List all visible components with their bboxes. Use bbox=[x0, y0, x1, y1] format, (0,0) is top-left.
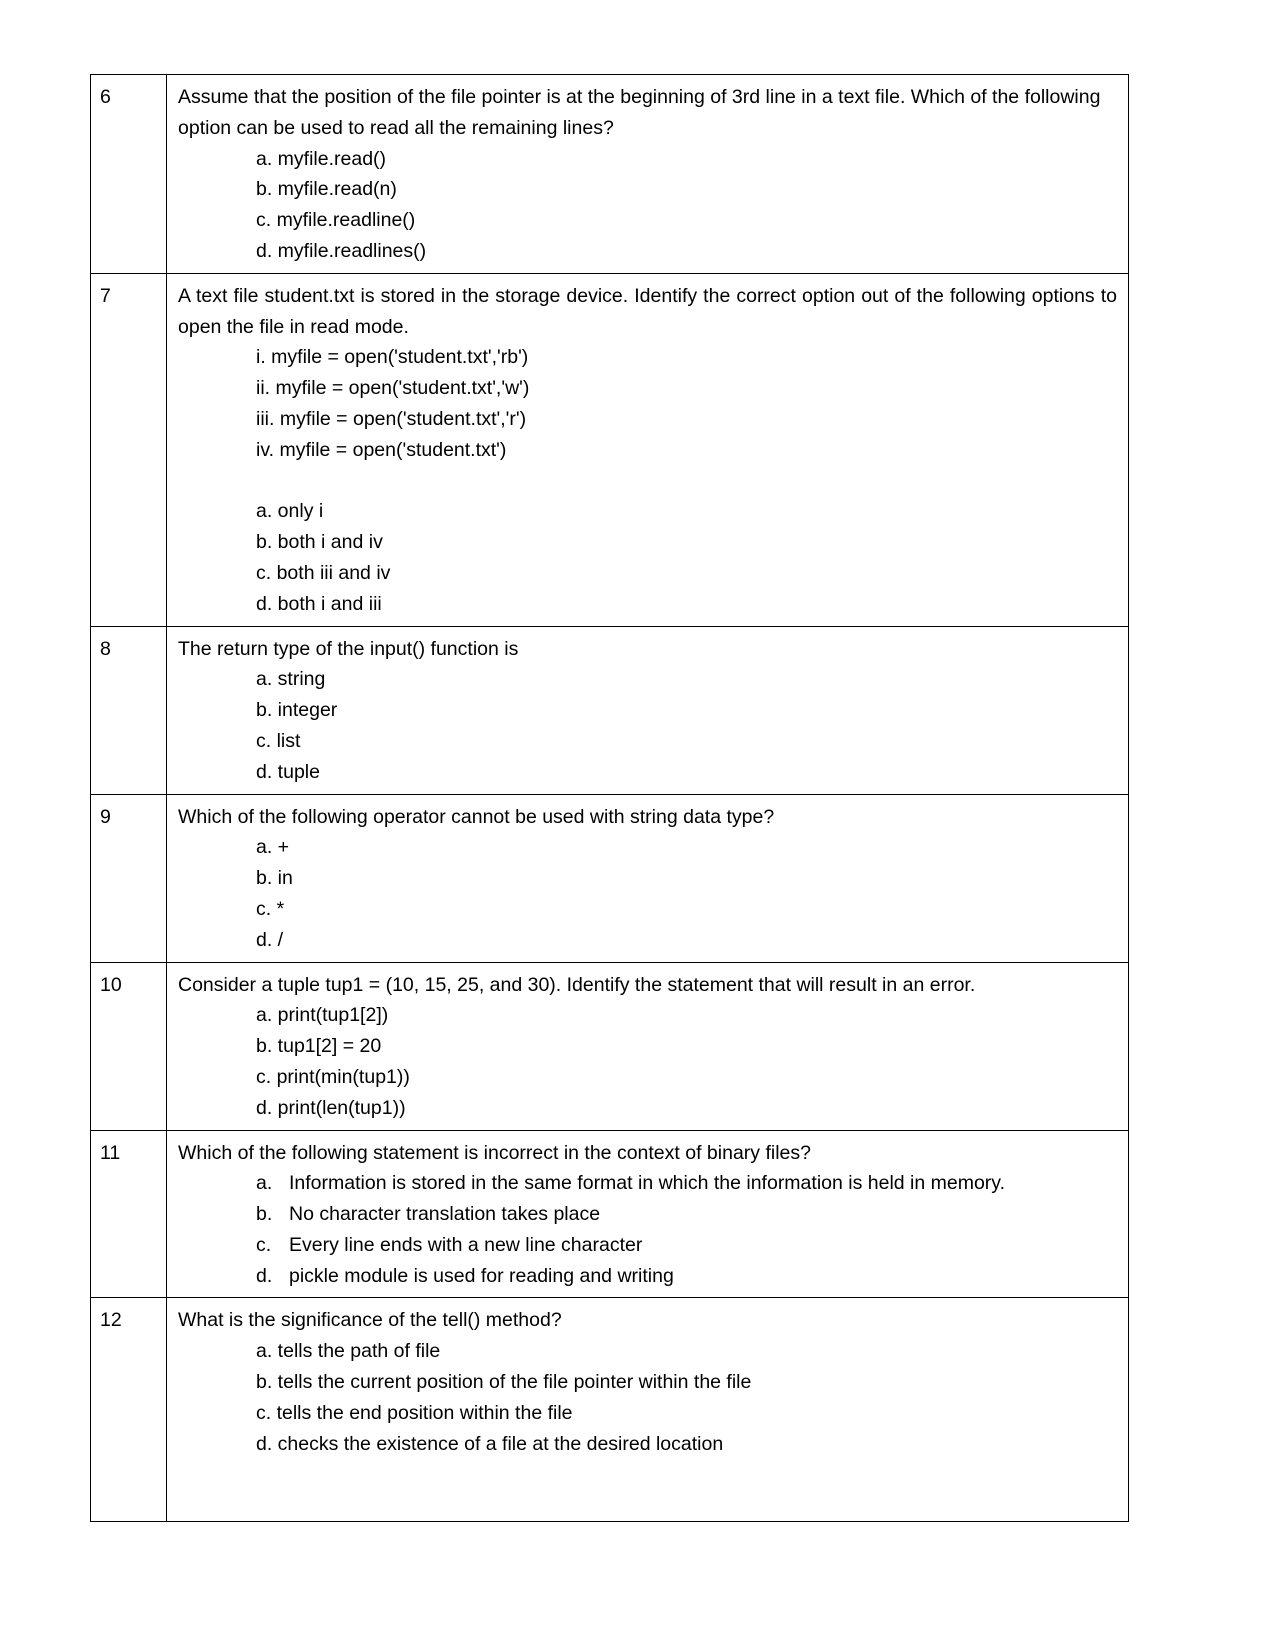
question-body-cell bbox=[167, 962, 1129, 1130]
option-text: Information is stored in the same format in which the information is held in memory. bbox=[289, 1172, 1006, 1195]
questions-table-body bbox=[91, 75, 1129, 1522]
question-number: 7 bbox=[100, 284, 111, 307]
question-number-cell bbox=[91, 794, 167, 962]
option-item: c. myfile.readline() bbox=[256, 209, 416, 232]
option-item: d. tuple bbox=[256, 760, 320, 783]
question-stem: Consider a tuple tup1 = (10, 15, 25, and 30). Identify the statement that will result in an error. bbox=[178, 973, 976, 996]
option-item: d. myfile.readlines() bbox=[256, 239, 427, 262]
option-item: b. both i and iv bbox=[256, 531, 383, 554]
statement-item: i. myfile = open('student.txt','rb') bbox=[256, 346, 529, 369]
table-row bbox=[91, 1298, 1129, 1522]
option-item: d. / bbox=[256, 928, 284, 951]
option-item bbox=[178, 1199, 1117, 1230]
question-body bbox=[167, 75, 1128, 273]
option-item: c. print(min(tup1)) bbox=[256, 1065, 410, 1088]
option-marker: a. bbox=[256, 1172, 273, 1195]
option-item: a. + bbox=[256, 836, 290, 859]
question-number: 9 bbox=[100, 805, 111, 828]
option-item: c. tells the end position within the file bbox=[256, 1401, 573, 1424]
option-marker: c. bbox=[256, 1233, 272, 1256]
option-text: pickle module is used for reading and writing bbox=[289, 1264, 674, 1287]
question-body-cell bbox=[167, 1130, 1129, 1298]
option-item: b. integer bbox=[256, 699, 338, 722]
blank-line bbox=[178, 466, 1117, 497]
question-number-cell bbox=[91, 1298, 167, 1522]
option-text: No character translation takes place bbox=[289, 1203, 601, 1226]
option-item: c. * bbox=[256, 897, 285, 920]
option-item bbox=[178, 1168, 1117, 1199]
option-item: a. myfile.read() bbox=[256, 147, 387, 170]
option-item: b. in bbox=[256, 867, 293, 890]
question-body-cell bbox=[167, 626, 1129, 794]
statement-item: iv. myfile = open('student.txt') bbox=[256, 438, 507, 461]
question-stem: Which of the following statement is incorrect in the context of binary files? bbox=[178, 1141, 811, 1164]
option-item: d. both i and iii bbox=[256, 592, 382, 615]
question-body bbox=[167, 274, 1128, 626]
option-item: b. tup1[2] = 20 bbox=[256, 1035, 382, 1058]
option-item: a. string bbox=[256, 668, 326, 691]
question-body bbox=[167, 795, 1128, 962]
table-row bbox=[91, 626, 1129, 794]
question-body bbox=[167, 627, 1128, 794]
question-number: 11 bbox=[100, 1141, 121, 1164]
questions-table bbox=[90, 74, 1129, 1522]
option-item: b. tells the current position of the file pointer within the file bbox=[256, 1371, 752, 1394]
question-body bbox=[167, 1298, 1128, 1521]
question-body bbox=[167, 1131, 1128, 1298]
option-item bbox=[178, 1261, 1117, 1292]
option-item: d. print(len(tup1)) bbox=[256, 1096, 406, 1119]
option-item: a. print(tup1[2]) bbox=[256, 1004, 389, 1027]
option-item: c. both iii and iv bbox=[256, 561, 391, 584]
question-number-cell bbox=[91, 626, 167, 794]
option-list bbox=[178, 1000, 1117, 1123]
option-item: b. myfile.read(n) bbox=[256, 178, 397, 201]
option-list bbox=[178, 144, 1117, 267]
option-text: Every line ends with a new line character bbox=[289, 1233, 643, 1256]
question-stem: Assume that the position of the file pointer is at the beginning of 3rd line in a text file. Which of the following option can be used to read all the remaining lines? bbox=[178, 86, 1101, 139]
table-row bbox=[91, 962, 1129, 1130]
statement-item: iii. myfile = open('student.txt','r') bbox=[256, 407, 527, 430]
question-body-cell bbox=[167, 75, 1129, 274]
question-number-cell bbox=[91, 962, 167, 1130]
question-number-cell bbox=[91, 1130, 167, 1298]
question-body-cell bbox=[167, 273, 1129, 626]
option-list bbox=[178, 1336, 1117, 1459]
option-item bbox=[178, 1230, 1117, 1261]
question-number: 12 bbox=[100, 1309, 122, 1332]
question-body bbox=[167, 963, 1128, 1130]
question-number-cell bbox=[91, 273, 167, 626]
question-body-cell bbox=[167, 794, 1129, 962]
table-row bbox=[91, 1130, 1129, 1298]
question-stem: A text file student.txt is stored in the storage device. Identify the correct option out of the following options to open the file in read mode. bbox=[178, 284, 1117, 338]
option-item: a. only i bbox=[256, 500, 324, 523]
option-marker: b. bbox=[256, 1203, 273, 1226]
question-stem: The return type of the input() function is bbox=[178, 637, 519, 660]
statement-item: ii. myfile = open('student.txt','w') bbox=[256, 377, 530, 400]
option-list bbox=[178, 496, 1117, 619]
question-number: 8 bbox=[100, 637, 111, 660]
option-item: c. list bbox=[256, 729, 301, 752]
question-stem: What is the significance of the tell() method? bbox=[178, 1309, 562, 1332]
trailing-blank-space bbox=[178, 1459, 1117, 1515]
table-row bbox=[91, 273, 1129, 626]
question-number: 10 bbox=[100, 973, 122, 996]
question-stem: Which of the following operator cannot be used with string data type? bbox=[178, 805, 775, 828]
table-row bbox=[91, 75, 1129, 274]
question-body-cell bbox=[167, 1298, 1129, 1522]
table-row bbox=[91, 794, 1129, 962]
option-item: d. checks the existence of a file at the desired location bbox=[256, 1432, 724, 1455]
option-list bbox=[178, 664, 1117, 787]
option-item: a. tells the path of file bbox=[256, 1340, 441, 1363]
question-number: 6 bbox=[100, 86, 111, 108]
option-marker: d. bbox=[256, 1264, 273, 1287]
question-number-cell bbox=[91, 75, 167, 274]
option-list bbox=[178, 1168, 1117, 1291]
option-list bbox=[178, 832, 1117, 955]
statement-list bbox=[178, 342, 1117, 465]
